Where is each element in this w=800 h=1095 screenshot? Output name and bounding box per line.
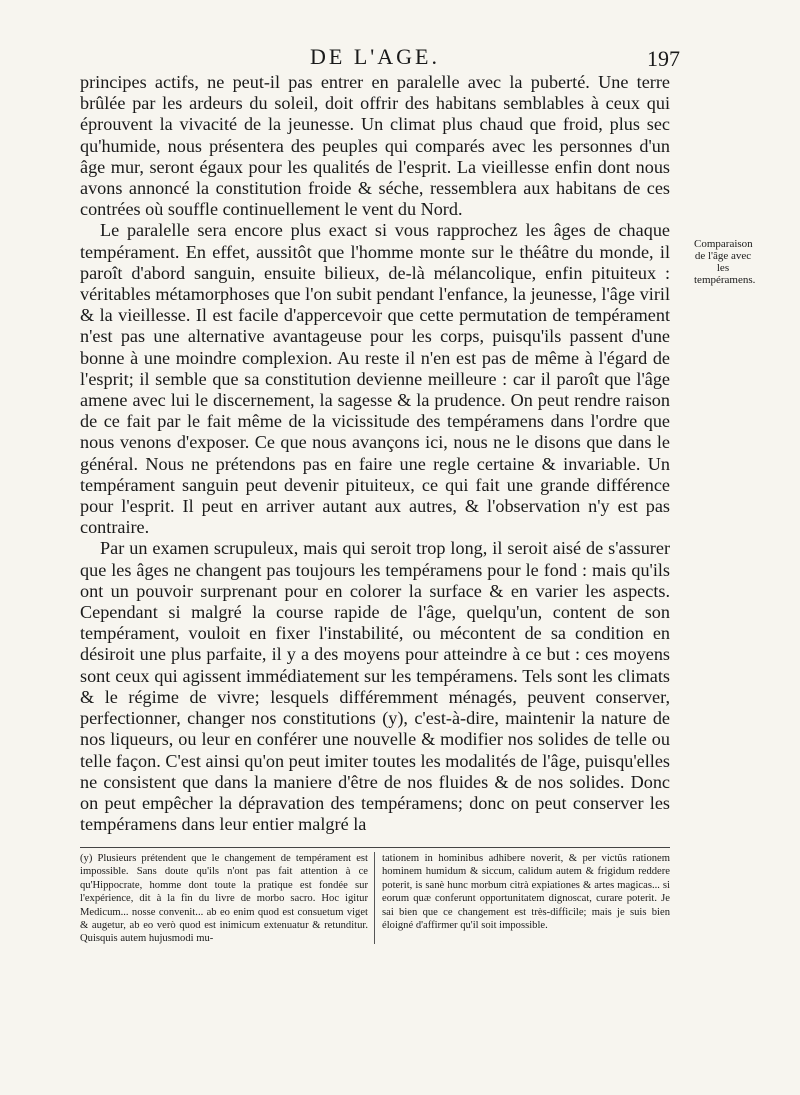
footnote-left-text: (y) Plusieurs prétendent que le changement de tempérament est impossible. Sans doute qu'ils n'ont pas fait attention à ce qu'Hippocrate, homme dont toute la pratique est fondée sur l'expérience, dit à la fin du livre de morbo sacro. Hoc igitur Medicum... nosse convenit... ab eo enim quod est consuetum viget & augetur, ab eo verò quod est inimicum extenuatur & retunditur. Quisquis autem hujusmodi mu-: [80, 853, 368, 945]
page-header: [80, 44, 680, 74]
paragraph-3: Par un examen scrupuleux, mais qui seroit trop long, il seroit aisé de s'assurer que les âges ne changent pas toujours les tempéramens pour le fond : mais qu'ils ont un pouvoir surprenant pour en colorer la surface & en varier les aspects. Cependant si malgré la course rapide de l'âge, quelqu'un, content de son tempérament, vouloit en fixer l'instabilité, ou mécontent de sa condition en désiroit une plus parfaite, il y a des moyens pour atteindre à ce but : ces moyens sont ceux qui agissent immédiatement sur les tempéramens. Tels sont les climats & le régime de vivre; lesquels différemment ménagés, peuvent conserver, perfectionner, changer nos constitutions (y), c'est-à-dire, maintenir la nature de nos liqueurs, ou leur en conférer une nouvelle & modifier nos solides de telle ou telle façon. C'est ainsi qu'on peut imiter toutes les modalités de l'âge, puisqu'elles ne consistent que dans la maniere d'être de nos fluides & de nos solides. Donc on peut empêcher la dépravation des tempéramens; donc on peut conserver les tempéramens dans leur entier malgré la: [80, 538, 670, 835]
footnote-right-text: tationem in hominibus adhibere noverit, & per victûs rationem hominem humidum & siccum, calidum autem & frigidum reddere poterit, is sanè hunc morbum citrà expiationes & artes magicas... si eorum quæ conferunt opportunitatem dignoscat, curare poterit. Je sai bien que ce changement est très-difficile; mais je suis bien éloigné d'affirmer qu'il soit impossible.: [382, 853, 670, 932]
paragraph-1: principes actifs, ne peut-il pas entrer en paralelle avec la puberté. Une terre brûlée par les ardeurs du soleil, doit offrir des habitans semblables à ceux qui éprouvent la vivacité de la jeunesse. Un climat plus chaud que froid, plus sec qu'humide, nous présentera des peuples qui comparés avec les personnes d'un âge mur, seront égaux pour les qualités de l'esprit. La vieillesse enfin dont nous avons annoncé la constitution froide & séche, ressemblera aux habitans de ces contrées où souffle continuellement le vent du Nord.: [80, 72, 670, 220]
footnote-column-left: [80, 852, 368, 946]
page-number: 197: [647, 46, 680, 71]
main-text: [80, 72, 670, 835]
running-title: DE L'AGE.: [310, 44, 440, 69]
footnote-rule: [80, 847, 670, 848]
footnote-column-right: [382, 852, 670, 932]
footnote-column-divider: [374, 852, 375, 944]
paragraph-2: Le paralelle sera encore plus exact si vous rapprochez les âges de chaque tempérament. En effet, aussitôt que l'homme monte sur le théâtre du monde, il paroît d'abord sanguin, ensuite bilieux, de-là mélancolique, enfin pituiteux : véritables métamorphoses que l'on subit pendant l'enfance, la jeunesse, l'âge viril & la vieillesse. Il est facile d'appercevoir que cette permutation de tempérament n'est pas une alternative avantageuse pour les corps, puisqu'ils passent d'une bonne à une moindre complexion. Au reste il n'en est pas de même à l'égard de l'esprit; il semble que sa constitution devienne meilleure : car il paroît que l'âge amene avec lui le discernement, la sagesse & la prudence. On peut rendre raison de ce fait par le fait même de la vicissitude des tempéramens dans l'ordre que nous venons d'exposer. Ce que nous avançons ici, nous ne le disons que dans le général. Nous ne prétendons pas en faire une regle certaine & invariable. Un tempérament sanguin peut devenir pituiteux, ce qui fait une grande différence pour l'esprit. Il peut en arriver autant aux autres, & l'observation n'y est pas contraire.: [80, 220, 670, 538]
margin-note: Comparaison de l'âge avec les tempéramens.: [694, 238, 756, 286]
